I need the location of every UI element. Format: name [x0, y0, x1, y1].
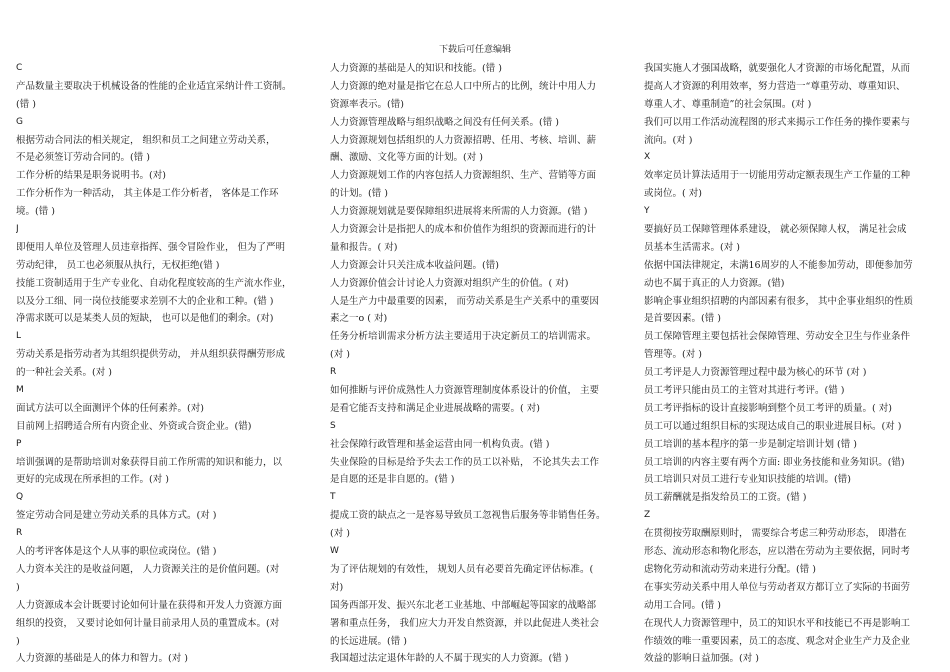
text-line: 任务分析培训需求分析方法主要适用于决定新员工的培训需求。 [330, 331, 597, 343]
text-line: 社会保障行政管理和基金运营由同一机构负责。(错 ) [330, 438, 550, 450]
text-line: 对) [330, 581, 344, 593]
text-line: 人力资源的绝对量是指它在总人口中所占的比例，统计中用人力 [330, 80, 597, 92]
text-line: 工作分析的结果是职务说明书。(对) [16, 170, 166, 182]
text-line: 人力资源规划就是要保障组织进展将来所需的人力资源。(错 ) [330, 206, 588, 218]
text-line: 在现代人力资源管理中，员工的知识水平和技能已不再是影响工 [644, 617, 911, 629]
text-line: 如何推断与评价成熟性人力资源管理制度体系设计的价值， 主要 [330, 385, 600, 397]
section-letter: R [330, 367, 337, 378]
text-line: 素之一o ( 对) [330, 313, 388, 325]
text-line: 作绩效的唯一重要因素，员工的态度、观念对企业生产力及企业 [644, 635, 911, 647]
section-letter: Q [16, 492, 24, 503]
section-letter: J [16, 224, 19, 235]
text-line: 影响企事业组织招聘的内部因素有很多， 其中企事业组织的性质 [644, 295, 914, 307]
text-line: 国务西部开发、振兴东北老工业基地、中部崛起等国家的战略部 [330, 599, 597, 611]
text-line: 失业保险的目标是给予失去工作的员工以补贴， 不论其失去工作 [330, 456, 600, 468]
text-line: 为了评估规划的有效性， 规划人员有必要首先确定评估标准。( [330, 563, 594, 575]
text-line: 组织的投资， 又要讨论如何计量目前录用人员的重置成本。(对 [16, 617, 280, 629]
text-line: 根据劳动合同法的相关规定， 组织和员工之间建立劳动关系， [16, 134, 276, 146]
section-letter: R [16, 528, 23, 539]
text-line: 员工培训只对员工进行专业知识技能的培训。(错) [644, 474, 851, 486]
text-line: 员工培训的内容主要有两个方面: 即业务技能和业务知识。(错) [644, 456, 905, 468]
text-line: 人力资源的基础是人的知识和技能。(错 ) [330, 63, 502, 74]
text-line: 员基本生活需求。(对 ) [644, 241, 740, 253]
text-line: 效率定员计算法适用于一切能用劳动定额表现生产工作量的工种 [644, 170, 911, 182]
text-line: 人是生产力中最重要的因素， 而劳动关系是生产关系中的重要因 [330, 295, 600, 307]
text-line: 人力资源管理战略与组织战略之间没有任何关系。(错 ) [330, 116, 559, 128]
text-line: 签定劳动合同是建立劳动关系的具体方式。(对 ) [16, 510, 217, 522]
text-line: 员工考评只能由员工的主管对其进行考评。(错 ) [644, 385, 845, 397]
text-line: 技能工资制适用于生产专业化、自动化程度较高的生产流水作业， [16, 277, 292, 289]
text-line: 动也不属于真正的人力资源。(错) [644, 277, 785, 289]
text-line: 量和报告。( 对) [330, 241, 398, 253]
text-line: 人力资源规划工作的内容包括人力资源组织、生产、营销等方面 [330, 170, 597, 182]
text-line: 员工可以通过组织目标的实现达成自己的职业进展目标。(对 ) [644, 420, 902, 432]
text-line: 我国实施人才强国战略，就要强化人才资源的市场化配置，从而 [644, 63, 911, 74]
text-line: 员工薪酬就是指发给员工的工资。(错 ) [644, 492, 807, 504]
text-line: 人力资源会计是指把人的成本和价值作为组织的资源而进行的计 [330, 224, 597, 236]
page-header: 下载后可任意编辑 [438, 45, 511, 55]
column-1 [16, 60, 308, 668]
text-line: 是首要因素。(错 ) [644, 313, 721, 325]
text-line: (错 ) [16, 98, 36, 110]
text-line: (对 ) [330, 528, 350, 540]
text-line: 提高人才资源的利用效率，努力营造一“尊重劳动、尊重知识、 [644, 80, 906, 92]
text-line: 人力资源会计只关注成本收益问题。(错) [330, 259, 499, 271]
text-line: 人力资源价值会计讨论人力资源对组织产生的价值。( 对) [330, 277, 569, 289]
text-line: 人力资本关注的是收益问题， 人力资源关注的是价值问题。(对 [16, 563, 280, 575]
section-letter: S [330, 420, 336, 431]
section-letter: G [16, 116, 23, 127]
text-line: 流向。(对 ) [644, 134, 693, 146]
text-line: 面试方法可以全面测评个体的任何素养。(对) [16, 402, 204, 414]
text-line: 人力资源规划包括组织的人力资源招聘、任用、考核、培训、薪 [330, 134, 597, 146]
text-line: 不是必须签订劳动合同的。(错 ) [16, 152, 150, 164]
section-letter: T [330, 492, 336, 503]
text-line: 提成工资的缺点之一是容易导致员工忽视售后服务等非销售任务。 [330, 510, 606, 522]
text-line: 在事实劳动关系中用人单位与劳动者双方都订立了实际的书面劳 [644, 581, 911, 593]
text-line: 更好的完成现在所承担的工作。(对 ) [16, 474, 169, 486]
column-3 [644, 60, 936, 668]
text-line: 依据中国法律规定，未满16周岁的人不能参加劳动，即便参加劳 [644, 259, 913, 271]
text-line: 产品数量主要取决于机械设备的性能的企业适宜采纳计件工资制。 [16, 80, 292, 92]
text-line: 培训强调的是帮助培训对象获得目前工作所需的知识和能力，以 [16, 456, 283, 468]
text-line: 或岗位。( 对) [644, 188, 702, 200]
section-letter: P [16, 438, 22, 449]
text-line: 我们可以用工作活动流程图的形式来揭示工作任务的操作要素与 [644, 116, 911, 128]
text-line: 目前网上招聘适合所有内资企业、外资或合资企业。(错) [16, 420, 252, 432]
text-line: 人力资源成本会计既要讨论如何计量在获得和开发人力资源方面 [16, 599, 283, 611]
text-line: 要搞好员工保障管理体系建设， 就必须保障人权， 满足社会成 [644, 224, 907, 236]
section-letter: M [16, 385, 24, 396]
text-line: 酬、激励、文化等方面的计划。(对 ) [330, 152, 483, 164]
text-line: 以及分工细、同一岗位技能要求差别不大的企业和工种。(错 ) [16, 295, 274, 307]
column-2 [330, 60, 630, 668]
text-line: 即便用人单位及管理人员违章指挥、强令冒险作业， 但为了严明 [16, 241, 286, 253]
text-line: 的一种社会关系。(对 ) [16, 367, 112, 379]
text-line: ) [16, 635, 20, 647]
section-letter: Z [644, 510, 651, 521]
text-line: 人力资源的基础是人的体力和智力。(对 ) [16, 653, 188, 665]
text-line: 劳动关系是指劳动者为其组织提供劳动， 并从组织获得酬劳形成 [16, 349, 286, 361]
section-letter: X [644, 152, 651, 163]
text-line: 我国超过法定退休年龄的人不属于现实的人力资源。(错 ) [330, 653, 569, 665]
text-line: 员工培训的基本程序的第一步是制定培训计划 (错 ) [644, 438, 857, 450]
text-line: 劳动纪律， 员工也必须服从执行，无权拒绝(错 ) [16, 259, 220, 271]
text-line: 的计划。(错 ) [330, 188, 388, 200]
section-letter: C [16, 63, 23, 73]
text-line: ) [16, 581, 20, 593]
section-letter: L [16, 331, 22, 342]
text-line: (对 ) [330, 349, 350, 361]
text-line: 是看它能否支持和满足企业进展战略的需要。( 对) [330, 402, 540, 414]
text-line: 的长远进展。(错 ) [330, 635, 407, 647]
text-line: 员工考评是人力资源管理过程中最为核心的环节 (对 ) [644, 367, 867, 379]
text-line: 境。(错 ) [16, 206, 55, 218]
section-letter: W [330, 546, 339, 557]
text-line: 署和重点任务， 我们应大力开发自然资源，并以此促进人类社会 [330, 617, 600, 629]
text-line: 员工考评指标的设计直接影响到整个员工考评的质量。( 对) [644, 402, 892, 414]
text-line: 净需求既可以是某类人员的短缺， 也可以是他们的剩余。(对) [16, 313, 274, 325]
text-line: 员工保障管理主要包括社会保障管理、劳动安全卫生与作业条件 [644, 331, 911, 343]
text-line: 动用工合同。(错 ) [644, 599, 721, 611]
text-line: 尊重人才、尊重制造”的社会氛围。(对 ) [644, 98, 812, 110]
text-line: 形态、流动形态和物化形态，应以潜在劳动为主要依据，同时考 [644, 546, 911, 558]
text-line: 管理等。(对 ) [644, 349, 702, 361]
text-line: 效益的影响日益加强。(对 ) [644, 653, 759, 665]
text-line: 人的考评客体是这个人从事的职位或岗位。(错 ) [16, 546, 217, 558]
text-line: 资源率表示。(错) [330, 98, 404, 110]
text-line: 虑物化劳动和流动劳动来进行分配。(错 ) [644, 563, 816, 575]
text-line: 工作分析作为一种活动， 其主体是工作分析者， 客体是工作环 [16, 188, 279, 200]
text-line: 在贯彻按劳取酬原则时， 需要综合考虑三种劳动形态， 即潜在 [644, 528, 907, 540]
text-line: 是自愿的还是非自愿的。(错 ) [330, 474, 455, 486]
section-letter: Y [644, 206, 650, 217]
